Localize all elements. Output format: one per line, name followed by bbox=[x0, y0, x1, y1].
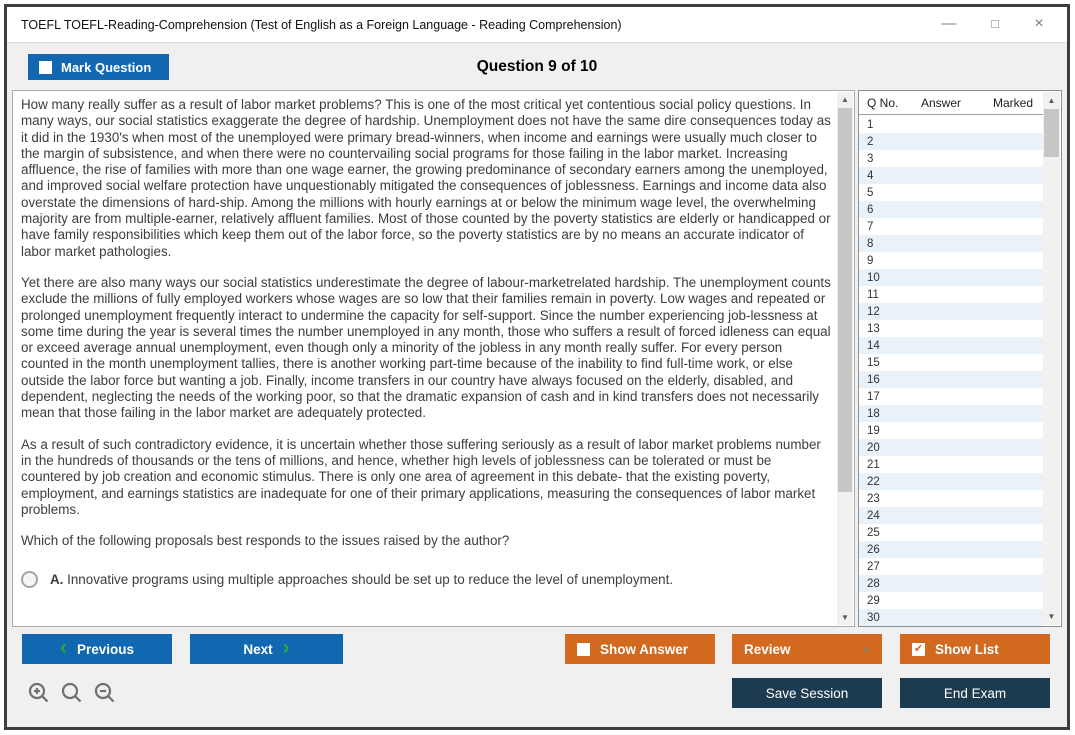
qlist-row-number: 13 bbox=[867, 322, 880, 335]
qlist-row[interactable] bbox=[859, 133, 1043, 150]
question-counter: Question 9 of 10 bbox=[476, 58, 598, 75]
zoom-toolbar bbox=[27, 681, 117, 705]
col-header-answer: Answer bbox=[921, 96, 962, 110]
zoom-out-icon[interactable] bbox=[93, 681, 117, 705]
answer-option-a[interactable] bbox=[21, 571, 832, 588]
qlist-row[interactable] bbox=[859, 116, 1043, 133]
qlist-row-number: 8 bbox=[867, 237, 874, 250]
show-answer-checkbox[interactable] bbox=[577, 643, 590, 656]
mark-question-label: Mark Question bbox=[61, 59, 152, 75]
qlist-row-number: 2 bbox=[867, 135, 874, 148]
passage-paragraph: How many really suffer as a result of labor market problems? This is one of the most critical yet contentious social policy questions. In many ways, our social statistics exaggerate the degree of hardship. Unemployment does not have the same dire consequences today as it did in the 1930's when most of the unemployed were primary bread-winners, when income and earnings were usually much closer to the margin of subsistence, and when there were no countervailing social programs for those failing in the labor market. Increasing affluence, the rise of families with more than one wage earner, the growing predominance of secondary earners among the unemployed, and improved social welfare protection have unquestionably mitigated the consequences of joblessness. Earnings and income data also overstate the dimensions of hard-ship. Among the millions with hourly earnings at or below the minimum wage level, the overwhelming majority are from multiple-earner, relatively affluent families. Most of those counted by the poverty statistics are elderly or handicapped or have family responsibilities which keep them out of the labor force, so the poverty statistics are by no means an accurate indicator of labor market pathologies. bbox=[21, 97, 831, 259]
qlist-row-number: 18 bbox=[867, 407, 880, 420]
show-list-button[interactable] bbox=[900, 634, 1050, 664]
qlist-row[interactable] bbox=[859, 439, 1043, 456]
qlist-row[interactable] bbox=[859, 320, 1043, 337]
qlist-row[interactable] bbox=[859, 371, 1043, 388]
qlist-row[interactable] bbox=[859, 303, 1043, 320]
qlist-row-number: 29 bbox=[867, 594, 880, 607]
qlist-row-number: 3 bbox=[867, 152, 874, 165]
qlist-rows bbox=[859, 116, 1043, 626]
option-a-body: Innovative programs using multiple approaches should be set up to reduce the level of unemployment. bbox=[67, 571, 674, 587]
qlist-row[interactable] bbox=[859, 609, 1043, 626]
qlist-row-number: 22 bbox=[867, 475, 880, 488]
qlist-row-number: 28 bbox=[867, 577, 880, 590]
qlist-row-number: 14 bbox=[867, 339, 880, 352]
passage-paragraph: Yet there are also many ways our social statistics underestimate the degree of labour-marketrelated hardship. The unemployment counts exclude the millions of fully employed workers whose wages are so low that their families remain in poverty. Low wages and repeated or prolonged unemployment frequently interact to undermine the capacity for self-support. Since the number experiencing job-lessness at some time during the year is several times the number unemployed in any month, those who suffers a result of forced idleness can equal or exceed average annual unemployment, even though only a minority of the jobless in any month really suffer. For every person counted in the month unemployment tallies, there is another working part-time because of the inability to find full-time work, or else outside the labor force but wanting a job. Finally, income transfers in our country have always focused on the elderly, disabled, and dependent, neglecting the needs of the working poor, so that the dramatic expansion of cash and in kind transfers does not necessarily mean that those failing in the labor market are adequately protected. bbox=[21, 274, 831, 421]
qlist-row-number: 10 bbox=[867, 271, 880, 284]
end-exam-label: End Exam bbox=[943, 685, 1007, 701]
qlist-row[interactable] bbox=[859, 201, 1043, 218]
qlist-row[interactable] bbox=[859, 524, 1043, 541]
qlist-row-number: 7 bbox=[867, 220, 874, 233]
passage-scroll-thumb[interactable] bbox=[838, 108, 852, 492]
qlist-row-number: 15 bbox=[867, 356, 880, 369]
end-exam-button[interactable] bbox=[900, 678, 1050, 708]
option-a-text bbox=[50, 572, 673, 588]
save-session-label: Save Session bbox=[765, 685, 849, 701]
scroll-up-icon[interactable]: ▲ bbox=[841, 95, 849, 104]
qlist-row[interactable] bbox=[859, 269, 1043, 286]
qlist-row[interactable] bbox=[859, 422, 1043, 439]
qlist-row-number: 24 bbox=[867, 509, 880, 522]
qlist-row-number: 20 bbox=[867, 441, 880, 454]
show-answer-button[interactable] bbox=[565, 634, 715, 664]
qlist-scrollbar[interactable] bbox=[1043, 92, 1060, 625]
qlist-row[interactable] bbox=[859, 286, 1043, 303]
show-list-checkbox[interactable]: ✔ bbox=[913, 642, 924, 655]
show-answer-label: Show Answer bbox=[600, 641, 689, 657]
minimize-icon[interactable]: — bbox=[941, 15, 957, 32]
previous-label: Previous bbox=[76, 641, 135, 657]
next-button[interactable]: Next › bbox=[190, 634, 343, 664]
qlist-row[interactable] bbox=[859, 456, 1043, 473]
passage-panel bbox=[12, 90, 855, 627]
qlist-row[interactable] bbox=[859, 150, 1043, 167]
passage-scrollbar[interactable] bbox=[837, 92, 853, 625]
qlist-row[interactable] bbox=[859, 473, 1043, 490]
qlist-row[interactable] bbox=[859, 252, 1043, 269]
passage-text bbox=[21, 97, 832, 620]
option-a-letter: A. bbox=[50, 571, 64, 587]
qlist-row[interactable] bbox=[859, 354, 1043, 371]
col-header-marked: Marked bbox=[993, 96, 1034, 110]
qlist-row-number: 27 bbox=[867, 560, 880, 573]
close-icon[interactable]: × bbox=[1034, 15, 1044, 32]
qlist-row-number: 9 bbox=[867, 254, 874, 267]
qlist-row[interactable] bbox=[859, 507, 1043, 524]
qlist-row[interactable] bbox=[859, 405, 1043, 422]
qlist-row-number: 5 bbox=[867, 186, 874, 199]
qlist-row[interactable] bbox=[859, 558, 1043, 575]
qlist-row-number: 1 bbox=[867, 118, 874, 131]
col-header-qno: Q No. bbox=[867, 96, 899, 110]
qlist-row-number: 16 bbox=[867, 373, 880, 386]
app-window bbox=[4, 4, 1070, 730]
qlist-row[interactable] bbox=[859, 184, 1043, 201]
qlist-row[interactable] bbox=[859, 218, 1043, 235]
radio-button-a[interactable] bbox=[21, 571, 38, 588]
window-title: TOEFL TOEFL-Reading-Comprehension (Test of English as a Foreign Language - Reading Comprehension) bbox=[21, 18, 622, 32]
show-list-label: Show List bbox=[935, 641, 999, 657]
qlist-row-number: 12 bbox=[867, 305, 880, 318]
title-bar bbox=[7, 7, 1067, 43]
zoom-in-icon[interactable] bbox=[27, 681, 51, 705]
qlist-row[interactable] bbox=[859, 541, 1043, 558]
scroll-down-icon[interactable]: ▼ bbox=[841, 613, 849, 622]
qlist-row-number: 11 bbox=[867, 288, 879, 301]
qlist-row-number: 4 bbox=[867, 169, 874, 182]
maximize-icon[interactable]: □ bbox=[991, 16, 999, 31]
scroll-up-icon[interactable]: ▲ bbox=[1047, 96, 1056, 105]
review-label: Review bbox=[744, 641, 791, 657]
qlist-row-number: 26 bbox=[867, 543, 880, 556]
qlist-row[interactable] bbox=[859, 167, 1043, 184]
qlist-row-number: 6 bbox=[867, 203, 874, 216]
qlist-row[interactable] bbox=[859, 575, 1043, 592]
qlist-row-number: 25 bbox=[867, 526, 880, 539]
previous-button[interactable]: ‹ Previous bbox=[22, 634, 172, 664]
question-list-header bbox=[859, 91, 1043, 115]
qlist-row[interactable] bbox=[859, 235, 1043, 252]
review-button[interactable] bbox=[732, 634, 882, 664]
qlist-row[interactable] bbox=[859, 388, 1043, 405]
scroll-down-icon[interactable]: ▼ bbox=[1047, 612, 1056, 621]
question-text: Which of the following proposals best responds to the issues raised by the author? bbox=[21, 533, 510, 549]
qlist-row-number: 23 bbox=[867, 492, 880, 505]
next-label: Next bbox=[243, 641, 273, 657]
zoom-reset-icon[interactable] bbox=[60, 681, 84, 705]
qlist-row[interactable] bbox=[859, 490, 1043, 507]
qlist-row-number: 30 bbox=[867, 611, 880, 624]
qlist-scroll-thumb[interactable] bbox=[1044, 109, 1059, 157]
save-session-button[interactable] bbox=[732, 678, 882, 708]
triangle-up-icon: ▲ bbox=[861, 644, 870, 654]
qlist-row[interactable] bbox=[859, 337, 1043, 354]
question-list-panel bbox=[858, 90, 1062, 627]
qlist-row-number: 17 bbox=[867, 390, 880, 403]
qlist-row-number: 21 bbox=[867, 458, 880, 471]
qlist-row[interactable] bbox=[859, 592, 1043, 609]
qlist-row-number: 19 bbox=[867, 424, 880, 437]
passage-paragraph: As a result of such contradictory evidence, it is uncertain whether those suffering seriously as a result of labor market problems number in the hundreds of thousands or the tens of millions, and hence, whether high levels of joblessness can be tolerated or must be countered by job creation and economic stimulus. There is only one area of agreement in this debate- that the existing poverty, employment, and earnings statistics are inadequate for one of their primary applications, measuring the consequences of labor market problems. bbox=[21, 436, 821, 517]
